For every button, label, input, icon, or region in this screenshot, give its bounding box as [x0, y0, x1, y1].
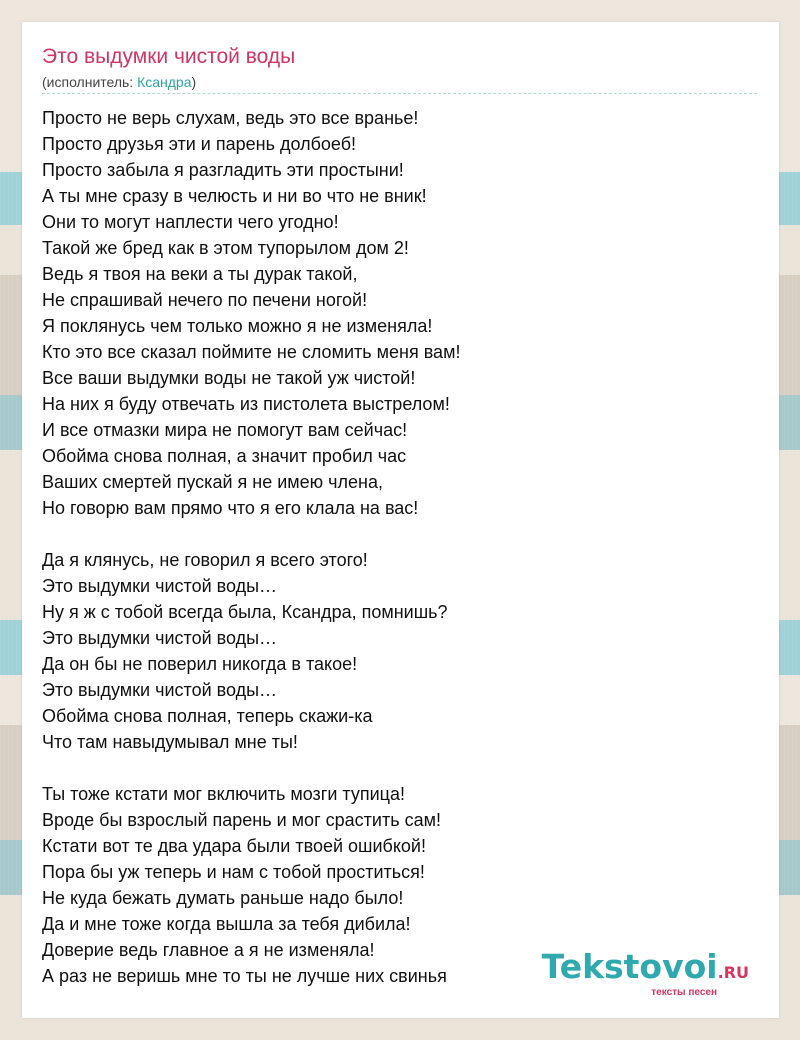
lyric-line: Вроде бы взрослый парень и мог срастить сам! [42, 810, 441, 830]
lyric-line: Обойма снова полная, а значит пробил час [42, 446, 407, 466]
lyric-line: Просто друзья эти и парень долбоеб! [42, 134, 357, 154]
lyrics-card [22, 22, 779, 1018]
lyric-line: Это выдумки чистой воды… [42, 628, 278, 648]
lyric-line: Да и мне тоже когда вышла за тебя дибила! [42, 914, 411, 934]
lyric-line: Просто забыла я разгладить эти простыни! [42, 160, 404, 180]
lyric-line: Не куда бежать думать раньше надо было! [42, 888, 404, 908]
lyric-line: Да я клянусь, не говорил я всего этого! [42, 550, 368, 570]
lyric-line: Не спрашивай нечего по печени ногой! [42, 290, 368, 310]
performer-prefix: (исполнитель: [42, 74, 138, 90]
logo-tld: .RU [717, 963, 749, 982]
lyrics-body [42, 105, 757, 989]
lyric-line: Все ваши выдумки воды не такой уж чистой! [42, 368, 416, 388]
lyrics-stanza [42, 105, 757, 521]
lyric-line: Обойма снова полная, теперь скажи-ка [42, 706, 373, 726]
logo-brand-text: Tekstovoi [541, 947, 718, 986]
lyric-line: Доверие ведь главное а я не изменяла! [42, 940, 375, 960]
lyric-line: Ваших смертей пускай я не имею члена, [42, 472, 383, 492]
lyric-line: И все отмазки мира не помогут вам сейчас! [42, 420, 408, 440]
lyric-line: Они то могут наплести чего угодно! [42, 212, 339, 232]
artist-link[interactable]: Ксандра [137, 74, 192, 90]
lyric-line: А раз не веришь мне то ты не лучше них свинья [42, 966, 447, 986]
lyric-line: Просто не верь слухам, ведь это все вранье! [42, 108, 419, 128]
lyric-line: Кстати вот те два удара были твоей ошибкой! [42, 836, 426, 856]
lyric-line: Ты тоже кстати мог включить мозги тупица! [42, 784, 405, 804]
lyric-line: Но говорю вам прямо что я его клала на вас! [42, 498, 419, 518]
logo-brand [542, 949, 749, 991]
lyric-line: Что там навыдумывал мне ты! [42, 732, 298, 752]
lyric-line: Я поклянусь чем только можно я не изменяла! [42, 316, 433, 336]
title-divider [42, 93, 757, 94]
lyrics-stanza [42, 547, 757, 755]
lyric-line: Пора бы уж теперь и нам с тобой проститься! [42, 862, 425, 882]
lyric-line: Да он бы не поверил никогда в такое! [42, 654, 358, 674]
performer-line [42, 74, 196, 90]
lyric-line: Ну я ж с тобой всегда была, Ксандра, помнишь? [42, 602, 448, 622]
performer-suffix: ) [191, 74, 197, 90]
site-logo[interactable] [542, 949, 749, 998]
lyric-line: Это выдумки чистой воды… [42, 680, 278, 700]
lyric-line: А ты мне сразу в челюсть и ни во что не вник! [42, 186, 427, 206]
page-title: Это выдумки чистой воды [42, 45, 296, 68]
logo-tagline: тексты песен [651, 987, 717, 998]
lyric-line: Такой же бред как в этом тупорылом дом 2! [42, 238, 409, 258]
lyric-line: Это выдумки чистой воды… [42, 576, 278, 596]
lyric-line: На них я буду отвечать из пистолета выстрелом! [42, 394, 450, 414]
lyric-line: Ведь я твоя на веки а ты дурак такой, [42, 264, 358, 284]
lyric-line: Кто это все сказал поймите не сломить меня вам! [42, 342, 461, 362]
